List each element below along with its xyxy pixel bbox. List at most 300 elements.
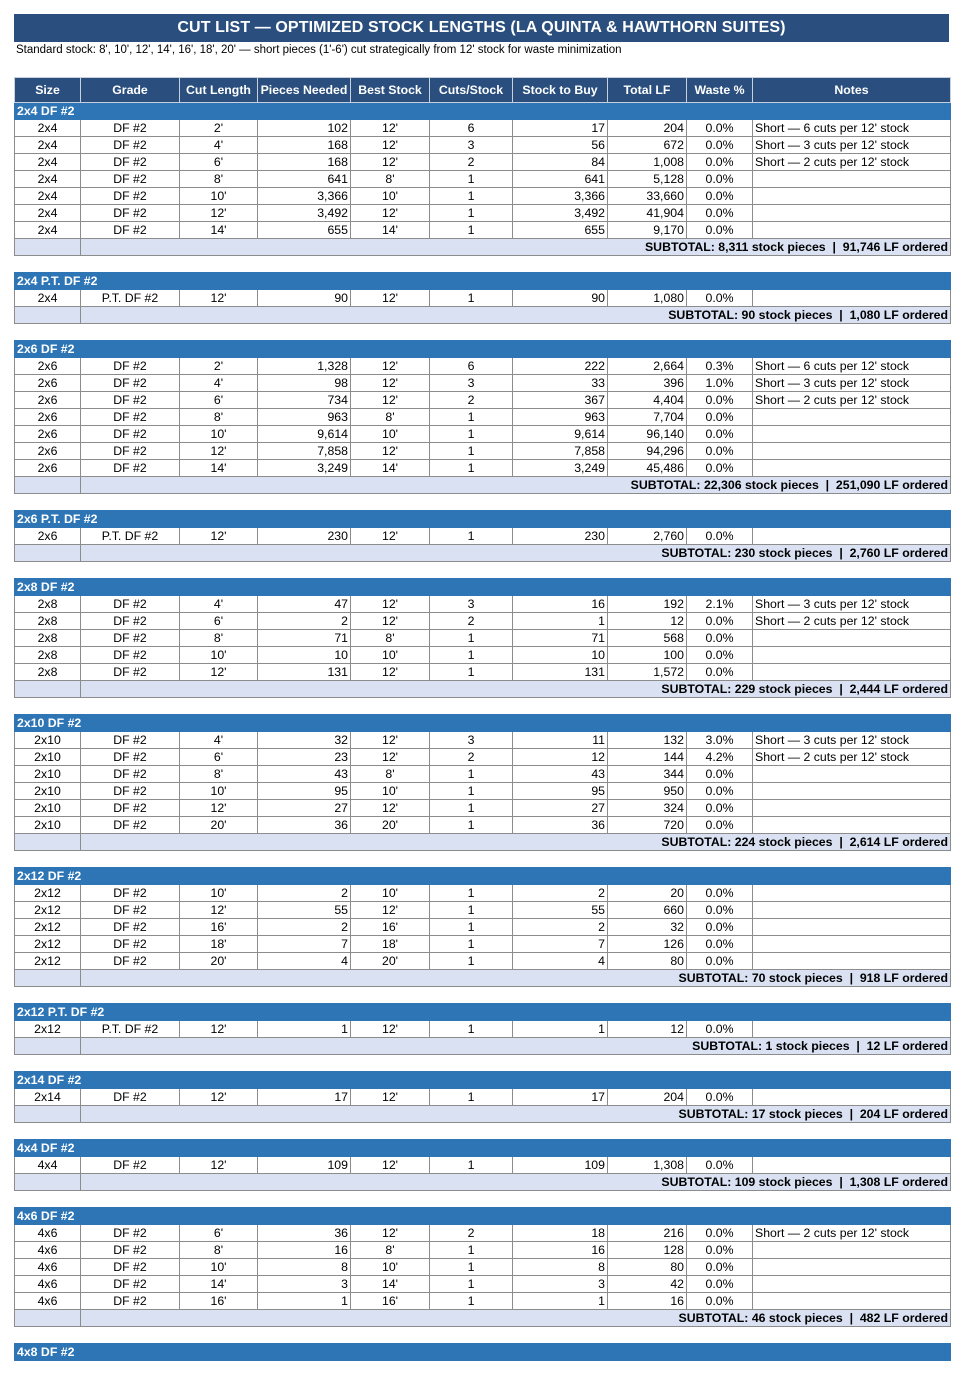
col-header-cuts-per-stock[interactable]: Cuts/Stock bbox=[430, 78, 513, 103]
cut-length-cell[interactable]: 12' bbox=[180, 664, 258, 681]
stock-to-buy-cell[interactable]: 4 bbox=[513, 953, 608, 970]
pieces-needed-cell[interactable]: 2 bbox=[258, 919, 351, 936]
total-lf-cell[interactable]: 4,404 bbox=[608, 392, 687, 409]
col-header-cut-length[interactable]: Cut Length bbox=[180, 78, 258, 103]
grade-cell[interactable]: DF #2 bbox=[81, 885, 180, 902]
cut-length-cell[interactable]: 6' bbox=[180, 154, 258, 171]
cut-length-cell[interactable]: 20' bbox=[180, 817, 258, 834]
pieces-needed-cell[interactable]: 102 bbox=[258, 120, 351, 137]
size-cell[interactable]: 2x4 bbox=[15, 222, 81, 239]
total-lf-cell[interactable]: 20 bbox=[608, 885, 687, 902]
cuts-per-stock-cell[interactable]: 1 bbox=[430, 817, 513, 834]
notes-cell[interactable] bbox=[753, 1089, 951, 1106]
best-stock-cell[interactable]: 12' bbox=[351, 596, 430, 613]
best-stock-cell[interactable]: 14' bbox=[351, 460, 430, 477]
table-row[interactable] bbox=[15, 766, 951, 783]
notes-cell[interactable] bbox=[753, 1293, 951, 1310]
best-stock-cell[interactable]: 8' bbox=[351, 630, 430, 647]
grade-cell[interactable]: DF #2 bbox=[81, 664, 180, 681]
table-row[interactable] bbox=[15, 137, 951, 154]
grade-cell[interactable]: DF #2 bbox=[81, 443, 180, 460]
waste-pct-cell[interactable]: 0.0% bbox=[687, 1157, 753, 1174]
grade-cell[interactable]: DF #2 bbox=[81, 1225, 180, 1242]
best-stock-cell[interactable]: 12' bbox=[351, 902, 430, 919]
cut-length-cell[interactable]: 18' bbox=[180, 936, 258, 953]
pieces-needed-cell[interactable]: 230 bbox=[258, 528, 351, 545]
size-cell[interactable]: 2x4 bbox=[15, 205, 81, 222]
best-stock-cell[interactable]: 12' bbox=[351, 732, 430, 749]
pieces-needed-cell[interactable]: 17 bbox=[258, 1089, 351, 1106]
waste-pct-cell[interactable]: 0.0% bbox=[687, 936, 753, 953]
pieces-needed-cell[interactable]: 8 bbox=[258, 1259, 351, 1276]
pieces-needed-cell[interactable]: 168 bbox=[258, 154, 351, 171]
cuts-per-stock-cell[interactable]: 1 bbox=[430, 630, 513, 647]
pieces-needed-cell[interactable]: 95 bbox=[258, 783, 351, 800]
table-row[interactable] bbox=[15, 426, 951, 443]
waste-pct-cell[interactable]: 0.0% bbox=[687, 460, 753, 477]
stock-to-buy-cell[interactable]: 18 bbox=[513, 1225, 608, 1242]
waste-pct-cell[interactable]: 0.0% bbox=[687, 137, 753, 154]
table-row[interactable] bbox=[15, 817, 951, 834]
size-cell[interactable]: 2x6 bbox=[15, 443, 81, 460]
grade-cell[interactable]: DF #2 bbox=[81, 1157, 180, 1174]
size-cell[interactable]: 2x12 bbox=[15, 1021, 81, 1038]
total-lf-cell[interactable]: 45,486 bbox=[608, 460, 687, 477]
size-cell[interactable]: 2x6 bbox=[15, 426, 81, 443]
grade-cell[interactable]: DF #2 bbox=[81, 902, 180, 919]
grade-cell[interactable]: DF #2 bbox=[81, 936, 180, 953]
notes-cell[interactable]: Short — 3 cuts per 12' stock bbox=[753, 375, 951, 392]
grade-cell[interactable]: DF #2 bbox=[81, 392, 180, 409]
stock-to-buy-cell[interactable]: 3,366 bbox=[513, 188, 608, 205]
total-lf-cell[interactable]: 9,170 bbox=[608, 222, 687, 239]
pieces-needed-cell[interactable]: 10 bbox=[258, 647, 351, 664]
size-cell[interactable]: 2x4 bbox=[15, 290, 81, 307]
best-stock-cell[interactable]: 12' bbox=[351, 1157, 430, 1174]
cuts-per-stock-cell[interactable]: 1 bbox=[430, 290, 513, 307]
table-row[interactable] bbox=[15, 120, 951, 137]
stock-to-buy-cell[interactable]: 367 bbox=[513, 392, 608, 409]
pieces-needed-cell[interactable]: 47 bbox=[258, 596, 351, 613]
grade-cell[interactable]: DF #2 bbox=[81, 817, 180, 834]
table-row[interactable] bbox=[15, 528, 951, 545]
size-cell[interactable]: 4x6 bbox=[15, 1242, 81, 1259]
best-stock-cell[interactable]: 12' bbox=[351, 1225, 430, 1242]
size-cell[interactable]: 2x12 bbox=[15, 936, 81, 953]
total-lf-cell[interactable]: 128 bbox=[608, 1242, 687, 1259]
notes-cell[interactable]: Short — 3 cuts per 12' stock bbox=[753, 732, 951, 749]
notes-cell[interactable] bbox=[753, 1157, 951, 1174]
cut-length-cell[interactable]: 16' bbox=[180, 1293, 258, 1310]
notes-cell[interactable] bbox=[753, 188, 951, 205]
waste-pct-cell[interactable]: 0.3% bbox=[687, 358, 753, 375]
pieces-needed-cell[interactable]: 9,614 bbox=[258, 426, 351, 443]
pieces-needed-cell[interactable]: 1,328 bbox=[258, 358, 351, 375]
best-stock-cell[interactable]: 8' bbox=[351, 1242, 430, 1259]
total-lf-cell[interactable]: 2,664 bbox=[608, 358, 687, 375]
notes-cell[interactable] bbox=[753, 902, 951, 919]
pieces-needed-cell[interactable]: 2 bbox=[258, 613, 351, 630]
grade-cell[interactable]: DF #2 bbox=[81, 1276, 180, 1293]
stock-to-buy-cell[interactable]: 1 bbox=[513, 1293, 608, 1310]
grade-cell[interactable]: DF #2 bbox=[81, 1293, 180, 1310]
cuts-per-stock-cell[interactable]: 1 bbox=[430, 188, 513, 205]
pieces-needed-cell[interactable]: 641 bbox=[258, 171, 351, 188]
cuts-per-stock-cell[interactable]: 1 bbox=[430, 443, 513, 460]
waste-pct-cell[interactable]: 0.0% bbox=[687, 1293, 753, 1310]
total-lf-cell[interactable]: 344 bbox=[608, 766, 687, 783]
cuts-per-stock-cell[interactable]: 3 bbox=[430, 137, 513, 154]
col-header-size[interactable]: Size bbox=[15, 78, 81, 103]
notes-cell[interactable] bbox=[753, 1259, 951, 1276]
size-cell[interactable]: 2x10 bbox=[15, 766, 81, 783]
cuts-per-stock-cell[interactable]: 1 bbox=[430, 766, 513, 783]
notes-cell[interactable] bbox=[753, 290, 951, 307]
best-stock-cell[interactable]: 12' bbox=[351, 375, 430, 392]
pieces-needed-cell[interactable]: 109 bbox=[258, 1157, 351, 1174]
size-cell[interactable]: 2x6 bbox=[15, 375, 81, 392]
waste-pct-cell[interactable]: 0.0% bbox=[687, 171, 753, 188]
size-cell[interactable]: 2x14 bbox=[15, 1089, 81, 1106]
size-cell[interactable]: 4x6 bbox=[15, 1225, 81, 1242]
cuts-per-stock-cell[interactable]: 1 bbox=[430, 885, 513, 902]
size-cell[interactable]: 2x4 bbox=[15, 188, 81, 205]
best-stock-cell[interactable]: 20' bbox=[351, 953, 430, 970]
notes-cell[interactable] bbox=[753, 953, 951, 970]
notes-cell[interactable] bbox=[753, 766, 951, 783]
table-row[interactable] bbox=[15, 936, 951, 953]
size-cell[interactable]: 2x10 bbox=[15, 817, 81, 834]
stock-to-buy-cell[interactable]: 71 bbox=[513, 630, 608, 647]
best-stock-cell[interactable]: 10' bbox=[351, 885, 430, 902]
total-lf-cell[interactable]: 7,704 bbox=[608, 409, 687, 426]
grade-cell[interactable]: DF #2 bbox=[81, 120, 180, 137]
notes-cell[interactable]: Short — 2 cuts per 12' stock bbox=[753, 392, 951, 409]
waste-pct-cell[interactable]: 2.1% bbox=[687, 596, 753, 613]
cuts-per-stock-cell[interactable]: 1 bbox=[430, 664, 513, 681]
notes-cell[interactable] bbox=[753, 528, 951, 545]
pieces-needed-cell[interactable]: 3 bbox=[258, 1276, 351, 1293]
cut-length-cell[interactable]: 20' bbox=[180, 953, 258, 970]
waste-pct-cell[interactable]: 3.0% bbox=[687, 732, 753, 749]
grade-cell[interactable]: DF #2 bbox=[81, 460, 180, 477]
grade-cell[interactable]: DF #2 bbox=[81, 783, 180, 800]
size-cell[interactable]: 4x6 bbox=[15, 1259, 81, 1276]
pieces-needed-cell[interactable]: 3,366 bbox=[258, 188, 351, 205]
total-lf-cell[interactable]: 660 bbox=[608, 902, 687, 919]
size-cell[interactable]: 2x6 bbox=[15, 409, 81, 426]
best-stock-cell[interactable]: 10' bbox=[351, 188, 430, 205]
stock-to-buy-cell[interactable]: 36 bbox=[513, 817, 608, 834]
table-row[interactable] bbox=[15, 290, 951, 307]
table-row[interactable] bbox=[15, 1157, 951, 1174]
cut-length-cell[interactable]: 14' bbox=[180, 460, 258, 477]
total-lf-cell[interactable]: 144 bbox=[608, 749, 687, 766]
cuts-per-stock-cell[interactable]: 1 bbox=[430, 1259, 513, 1276]
table-row[interactable] bbox=[15, 664, 951, 681]
waste-pct-cell[interactable]: 0.0% bbox=[687, 766, 753, 783]
best-stock-cell[interactable]: 14' bbox=[351, 222, 430, 239]
grade-cell[interactable]: DF #2 bbox=[81, 630, 180, 647]
size-cell[interactable]: 2x10 bbox=[15, 749, 81, 766]
notes-cell[interactable]: Short — 2 cuts per 12' stock bbox=[753, 613, 951, 630]
table-row[interactable] bbox=[15, 188, 951, 205]
cut-length-cell[interactable]: 6' bbox=[180, 392, 258, 409]
grade-cell[interactable]: DF #2 bbox=[81, 800, 180, 817]
total-lf-cell[interactable]: 41,904 bbox=[608, 205, 687, 222]
cut-length-cell[interactable]: 4' bbox=[180, 137, 258, 154]
stock-to-buy-cell[interactable]: 43 bbox=[513, 766, 608, 783]
waste-pct-cell[interactable]: 0.0% bbox=[687, 1242, 753, 1259]
table-row[interactable] bbox=[15, 358, 951, 375]
stock-to-buy-cell[interactable]: 963 bbox=[513, 409, 608, 426]
stock-to-buy-cell[interactable]: 16 bbox=[513, 1242, 608, 1259]
best-stock-cell[interactable]: 12' bbox=[351, 205, 430, 222]
size-cell[interactable]: 2x10 bbox=[15, 783, 81, 800]
size-cell[interactable]: 2x8 bbox=[15, 647, 81, 664]
best-stock-cell[interactable]: 14' bbox=[351, 1276, 430, 1293]
notes-cell[interactable]: Short — 2 cuts per 12' stock bbox=[753, 154, 951, 171]
waste-pct-cell[interactable]: 0.0% bbox=[687, 1021, 753, 1038]
size-cell[interactable]: 2x8 bbox=[15, 630, 81, 647]
total-lf-cell[interactable]: 96,140 bbox=[608, 426, 687, 443]
cut-length-cell[interactable]: 6' bbox=[180, 749, 258, 766]
table-row[interactable] bbox=[15, 613, 951, 630]
pieces-needed-cell[interactable]: 131 bbox=[258, 664, 351, 681]
grade-cell[interactable]: DF #2 bbox=[81, 375, 180, 392]
waste-pct-cell[interactable]: 0.0% bbox=[687, 392, 753, 409]
table-row[interactable] bbox=[15, 783, 951, 800]
size-cell[interactable]: 2x6 bbox=[15, 528, 81, 545]
notes-cell[interactable] bbox=[753, 409, 951, 426]
table-row[interactable] bbox=[15, 749, 951, 766]
cuts-per-stock-cell[interactable]: 1 bbox=[430, 1242, 513, 1259]
stock-to-buy-cell[interactable]: 7,858 bbox=[513, 443, 608, 460]
stock-to-buy-cell[interactable]: 17 bbox=[513, 1089, 608, 1106]
grade-cell[interactable]: DF #2 bbox=[81, 137, 180, 154]
size-cell[interactable]: 2x12 bbox=[15, 885, 81, 902]
pieces-needed-cell[interactable]: 734 bbox=[258, 392, 351, 409]
size-cell[interactable]: 2x4 bbox=[15, 120, 81, 137]
total-lf-cell[interactable]: 126 bbox=[608, 936, 687, 953]
notes-cell[interactable] bbox=[753, 919, 951, 936]
grade-cell[interactable]: DF #2 bbox=[81, 358, 180, 375]
table-row[interactable] bbox=[15, 222, 951, 239]
total-lf-cell[interactable]: 5,128 bbox=[608, 171, 687, 188]
total-lf-cell[interactable]: 80 bbox=[608, 953, 687, 970]
grade-cell[interactable]: DF #2 bbox=[81, 732, 180, 749]
cuts-per-stock-cell[interactable]: 1 bbox=[430, 460, 513, 477]
total-lf-cell[interactable]: 216 bbox=[608, 1225, 687, 1242]
pieces-needed-cell[interactable]: 963 bbox=[258, 409, 351, 426]
size-cell[interactable]: 2x6 bbox=[15, 392, 81, 409]
waste-pct-cell[interactable]: 0.0% bbox=[687, 919, 753, 936]
grade-cell[interactable]: DF #2 bbox=[81, 154, 180, 171]
best-stock-cell[interactable]: 16' bbox=[351, 919, 430, 936]
best-stock-cell[interactable]: 10' bbox=[351, 426, 430, 443]
grade-cell[interactable]: P.T. DF #2 bbox=[81, 290, 180, 307]
total-lf-cell[interactable]: 132 bbox=[608, 732, 687, 749]
grade-cell[interactable]: DF #2 bbox=[81, 1259, 180, 1276]
grade-cell[interactable]: DF #2 bbox=[81, 426, 180, 443]
cuts-per-stock-cell[interactable]: 3 bbox=[430, 596, 513, 613]
pieces-needed-cell[interactable]: 655 bbox=[258, 222, 351, 239]
notes-cell[interactable] bbox=[753, 664, 951, 681]
best-stock-cell[interactable]: 12' bbox=[351, 443, 430, 460]
best-stock-cell[interactable]: 12' bbox=[351, 664, 430, 681]
pieces-needed-cell[interactable]: 90 bbox=[258, 290, 351, 307]
notes-cell[interactable] bbox=[753, 885, 951, 902]
table-row[interactable] bbox=[15, 647, 951, 664]
cuts-per-stock-cell[interactable]: 1 bbox=[430, 409, 513, 426]
waste-pct-cell[interactable]: 0.0% bbox=[687, 409, 753, 426]
notes-cell[interactable] bbox=[753, 460, 951, 477]
table-row[interactable] bbox=[15, 1293, 951, 1310]
notes-cell[interactable] bbox=[753, 936, 951, 953]
cuts-per-stock-cell[interactable]: 1 bbox=[430, 1293, 513, 1310]
total-lf-cell[interactable]: 672 bbox=[608, 137, 687, 154]
pieces-needed-cell[interactable]: 1 bbox=[258, 1021, 351, 1038]
cuts-per-stock-cell[interactable]: 1 bbox=[430, 1021, 513, 1038]
table-row[interactable] bbox=[15, 375, 951, 392]
notes-cell[interactable] bbox=[753, 171, 951, 188]
cut-length-cell[interactable]: 4' bbox=[180, 596, 258, 613]
col-header-pieces-needed[interactable]: Pieces Needed bbox=[258, 78, 351, 103]
size-cell[interactable]: 2x4 bbox=[15, 154, 81, 171]
pieces-needed-cell[interactable]: 2 bbox=[258, 885, 351, 902]
total-lf-cell[interactable]: 204 bbox=[608, 1089, 687, 1106]
best-stock-cell[interactable]: 12' bbox=[351, 613, 430, 630]
cuts-per-stock-cell[interactable]: 1 bbox=[430, 426, 513, 443]
cut-length-cell[interactable]: 12' bbox=[180, 205, 258, 222]
table-row[interactable] bbox=[15, 953, 951, 970]
grade-cell[interactable]: DF #2 bbox=[81, 409, 180, 426]
waste-pct-cell[interactable]: 0.0% bbox=[687, 120, 753, 137]
table-row[interactable] bbox=[15, 596, 951, 613]
grade-cell[interactable]: P.T. DF #2 bbox=[81, 528, 180, 545]
waste-pct-cell[interactable]: 0.0% bbox=[687, 222, 753, 239]
best-stock-cell[interactable]: 12' bbox=[351, 392, 430, 409]
cuts-per-stock-cell[interactable]: 3 bbox=[430, 732, 513, 749]
waste-pct-cell[interactable]: 0.0% bbox=[687, 885, 753, 902]
stock-to-buy-cell[interactable]: 84 bbox=[513, 154, 608, 171]
waste-pct-cell[interactable]: 0.0% bbox=[687, 1225, 753, 1242]
table-row[interactable] bbox=[15, 800, 951, 817]
best-stock-cell[interactable]: 8' bbox=[351, 171, 430, 188]
table-row[interactable] bbox=[15, 171, 951, 188]
stock-to-buy-cell[interactable]: 641 bbox=[513, 171, 608, 188]
table-row[interactable] bbox=[15, 443, 951, 460]
waste-pct-cell[interactable]: 0.0% bbox=[687, 664, 753, 681]
size-cell[interactable]: 2x6 bbox=[15, 460, 81, 477]
table-row[interactable] bbox=[15, 1021, 951, 1038]
cuts-per-stock-cell[interactable]: 1 bbox=[430, 1157, 513, 1174]
col-header-notes[interactable]: Notes bbox=[753, 78, 951, 103]
size-cell[interactable]: 2x6 bbox=[15, 358, 81, 375]
size-cell[interactable]: 2x10 bbox=[15, 800, 81, 817]
size-cell[interactable]: 2x12 bbox=[15, 953, 81, 970]
notes-cell[interactable]: Short — 2 cuts per 12' stock bbox=[753, 1225, 951, 1242]
stock-to-buy-cell[interactable]: 55 bbox=[513, 902, 608, 919]
waste-pct-cell[interactable]: 0.0% bbox=[687, 902, 753, 919]
cuts-per-stock-cell[interactable]: 1 bbox=[430, 800, 513, 817]
pieces-needed-cell[interactable]: 3,249 bbox=[258, 460, 351, 477]
cuts-per-stock-cell[interactable]: 2 bbox=[430, 1225, 513, 1242]
notes-cell[interactable] bbox=[753, 630, 951, 647]
cuts-per-stock-cell[interactable]: 3 bbox=[430, 375, 513, 392]
table-row[interactable] bbox=[15, 1089, 951, 1106]
notes-cell[interactable]: Short — 6 cuts per 12' stock bbox=[753, 358, 951, 375]
total-lf-cell[interactable]: 12 bbox=[608, 613, 687, 630]
best-stock-cell[interactable]: 8' bbox=[351, 766, 430, 783]
table-row[interactable] bbox=[15, 732, 951, 749]
pieces-needed-cell[interactable]: 23 bbox=[258, 749, 351, 766]
total-lf-cell[interactable]: 32 bbox=[608, 919, 687, 936]
col-header-stock-to-buy[interactable]: Stock to Buy bbox=[513, 78, 608, 103]
best-stock-cell[interactable]: 12' bbox=[351, 290, 430, 307]
pieces-needed-cell[interactable]: 98 bbox=[258, 375, 351, 392]
stock-to-buy-cell[interactable]: 3 bbox=[513, 1276, 608, 1293]
table-row[interactable] bbox=[15, 1259, 951, 1276]
pieces-needed-cell[interactable]: 55 bbox=[258, 902, 351, 919]
cut-length-cell[interactable]: 12' bbox=[180, 1157, 258, 1174]
pieces-needed-cell[interactable]: 1 bbox=[258, 1293, 351, 1310]
cut-length-cell[interactable]: 2' bbox=[180, 120, 258, 137]
notes-cell[interactable] bbox=[753, 817, 951, 834]
total-lf-cell[interactable]: 16 bbox=[608, 1293, 687, 1310]
stock-to-buy-cell[interactable]: 230 bbox=[513, 528, 608, 545]
cut-length-cell[interactable]: 14' bbox=[180, 222, 258, 239]
table-row[interactable] bbox=[15, 1276, 951, 1293]
cut-length-cell[interactable]: 12' bbox=[180, 528, 258, 545]
stock-to-buy-cell[interactable]: 655 bbox=[513, 222, 608, 239]
best-stock-cell[interactable]: 10' bbox=[351, 647, 430, 664]
total-lf-cell[interactable]: 1,080 bbox=[608, 290, 687, 307]
total-lf-cell[interactable]: 950 bbox=[608, 783, 687, 800]
stock-to-buy-cell[interactable]: 90 bbox=[513, 290, 608, 307]
waste-pct-cell[interactable]: 0.0% bbox=[687, 290, 753, 307]
cut-length-cell[interactable]: 8' bbox=[180, 630, 258, 647]
cuts-per-stock-cell[interactable]: 2 bbox=[430, 154, 513, 171]
cuts-per-stock-cell[interactable]: 1 bbox=[430, 953, 513, 970]
cut-length-cell[interactable]: 2' bbox=[180, 358, 258, 375]
size-cell[interactable]: 2x4 bbox=[15, 171, 81, 188]
cut-length-cell[interactable]: 10' bbox=[180, 783, 258, 800]
table-row[interactable] bbox=[15, 205, 951, 222]
total-lf-cell[interactable]: 204 bbox=[608, 120, 687, 137]
best-stock-cell[interactable]: 18' bbox=[351, 936, 430, 953]
cuts-per-stock-cell[interactable]: 1 bbox=[430, 902, 513, 919]
pieces-needed-cell[interactable]: 27 bbox=[258, 800, 351, 817]
stock-to-buy-cell[interactable]: 16 bbox=[513, 596, 608, 613]
pieces-needed-cell[interactable]: 32 bbox=[258, 732, 351, 749]
waste-pct-cell[interactable]: 0.0% bbox=[687, 783, 753, 800]
cuts-per-stock-cell[interactable]: 1 bbox=[430, 647, 513, 664]
cuts-per-stock-cell[interactable]: 1 bbox=[430, 171, 513, 188]
cut-length-cell[interactable]: 10' bbox=[180, 647, 258, 664]
table-row[interactable] bbox=[15, 409, 951, 426]
pieces-needed-cell[interactable]: 168 bbox=[258, 137, 351, 154]
cuts-per-stock-cell[interactable]: 1 bbox=[430, 1089, 513, 1106]
stock-to-buy-cell[interactable]: 9,614 bbox=[513, 426, 608, 443]
best-stock-cell[interactable]: 10' bbox=[351, 1259, 430, 1276]
best-stock-cell[interactable]: 12' bbox=[351, 1089, 430, 1106]
cut-length-cell[interactable]: 6' bbox=[180, 1225, 258, 1242]
size-cell[interactable]: 2x4 bbox=[15, 137, 81, 154]
waste-pct-cell[interactable]: 0.0% bbox=[687, 1276, 753, 1293]
best-stock-cell[interactable]: 12' bbox=[351, 358, 430, 375]
stock-to-buy-cell[interactable]: 95 bbox=[513, 783, 608, 800]
